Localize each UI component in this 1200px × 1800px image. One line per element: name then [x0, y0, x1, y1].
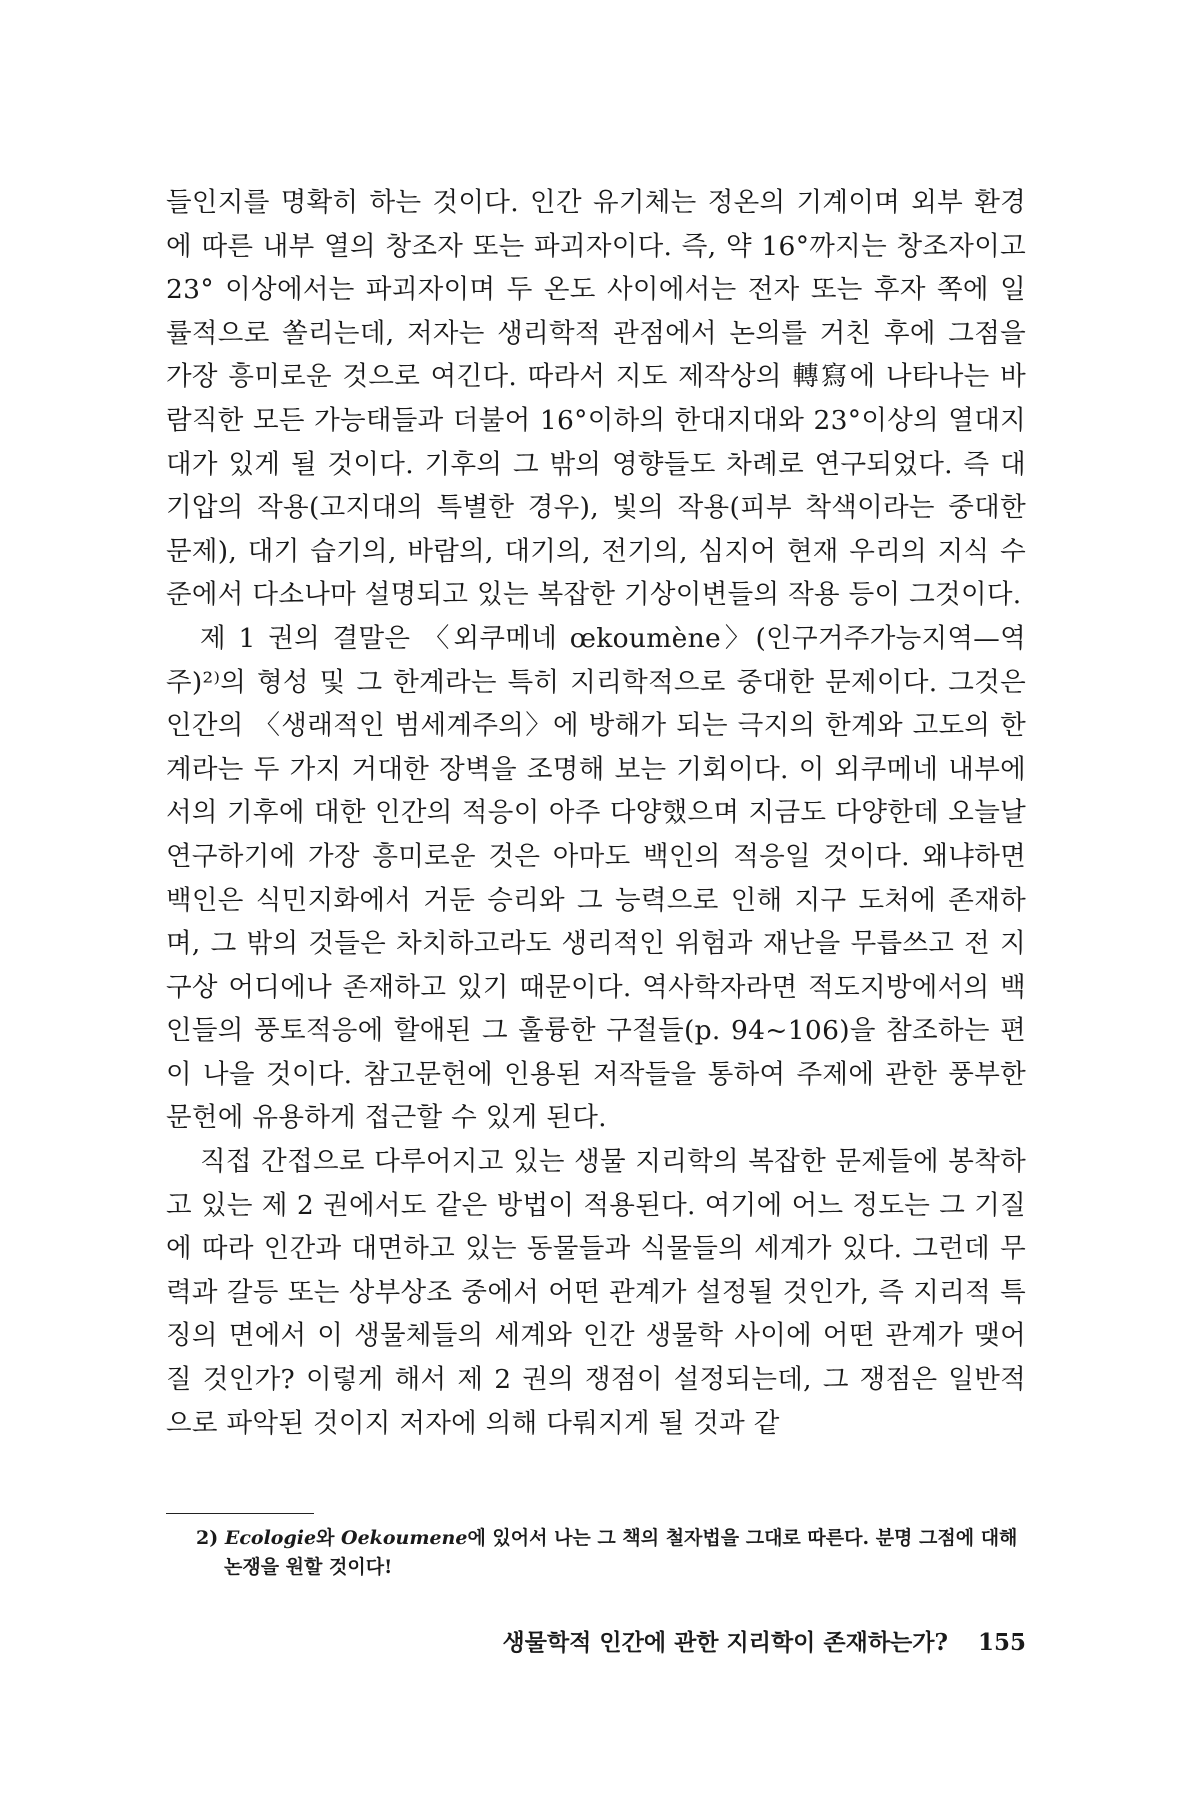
running-footer	[166, 1624, 1026, 1657]
paragraph-2: 제 1 권의 결말은 〈외쿠메네 œkoumène〉(인구거주가능지역—역주)²⁾의 형성 및 그 한계라는 특히 지리학적으로 중대한 문제이다. 그것은 인간의 〈생래적인 범세계주의〉에 방해가 되는 극지의 한계와 고도의 한계라는 두 가지 거대한 장벽을 조명해 보는 기회이다. 이 외쿠메네 내부에서의 기후에 대한 인간의 적응이 아주 다양했으며 지금도 다양한데 오늘날 연구하기에 가장 흥미로운 것은 아마도 백인의 적응일 것이다. 왜냐하면 백인은 식민지화에서 거둔 승리와 그 능력으로 인해 지구 도처에 존재하며, 그 밖의 것들은 차치하고라도 생리적인 위험과 재난을 무릅쓰고 전 지구상 어디에나 존재하고 있기 때문이다. 역사학자라면 적도지방에서의 백인들의 풍토적응에 할애된 그 훌륭한 구절들(p. 94~106)을 참조하는 편이 나을 것이다. 참고문헌에 인용된 저작들을 통하여 주제에 관한 풍부한 문헌에 유용하게 접근할 수 있게 된다.	[166, 622, 1026, 1134]
footnote-divider	[166, 1513, 314, 1514]
footnote-text: 에 있어서 나는 그 책의 철자법을 그대로 따른다. 분명 그점에 대해 논쟁을 원할 것이다!	[224, 1527, 1018, 1578]
page-number: 155	[977, 1629, 1026, 1656]
body-text	[166, 181, 1026, 1445]
footnote-conjunction: 와	[316, 1527, 342, 1549]
paragraph-1: 들인지를 명확히 하는 것이다. 인간 유기체는 정온의 기계이며 외부 환경에 따른 내부 열의 창조자 또는 파괴자이다. 즉, 약 16°까지는 창조자이고 23° 이상에서는 파괴자이며 두 온도 사이에서는 전자 또는 후자 쪽에 일률적으로 쏠리는데, 저자는 생리학적 관점에서 논의를 거친 후에 그점을 가장 흥미로운 것으로 여긴다. 따라서 지도 제작상의 轉寫에 나타나는 바람직한 모든 가능태들과 더불어 16°이하의 한대지대와 23°이상의 열대지대가 있게 될 것이다. 기후의 그 밖의 영향들도 차례로 연구되었다. 즉 대기압의 작용(고지대의 특별한 경우), 빛의 작용(피부 착색이라는 중대한 문제), 대기 습기의, 바람의, 대기의, 전기의, 심지어 현재 우리의 지식 수준에서 다소나마 설명되고 있는 복잡한 기상이변들의 작용 등이 그것이다.	[166, 187, 1026, 611]
footnote-term-oekoumene: Oekoumene	[341, 1527, 468, 1549]
footnote	[196, 1524, 1026, 1582]
footnote-term-ecologie: Ecologie	[224, 1527, 317, 1549]
running-title: 생물학적 인간에 관한 지리학이 존재하는가?	[502, 1629, 948, 1656]
paragraph-3: 직접 간접으로 다루어지고 있는 생물 지리학의 복잡한 문제들에 봉착하고 있는 제 2 권에서도 같은 방법이 적용된다. 여기에 어느 정도는 그 기질에 따라 인간과 대면하고 있는 동물들과 식물들의 세계가 있다. 그런데 무력과 갈등 또는 상부상조 중에서 어떤 관계가 설정될 것인가, 즉 지리적 특징의 면에서 이 생물체들의 세계와 인간 생물학 사이에 어떤 관계가 맺어질 것인가? 이렇게 해서 제 2 권의 쟁점이 설정되는데, 그 쟁점은 일반적으로 파악된 것이지 저자에 의해 다뤄지게 될 것과 같	[166, 1146, 1026, 1439]
footnote-marker: 2)	[196, 1527, 219, 1549]
